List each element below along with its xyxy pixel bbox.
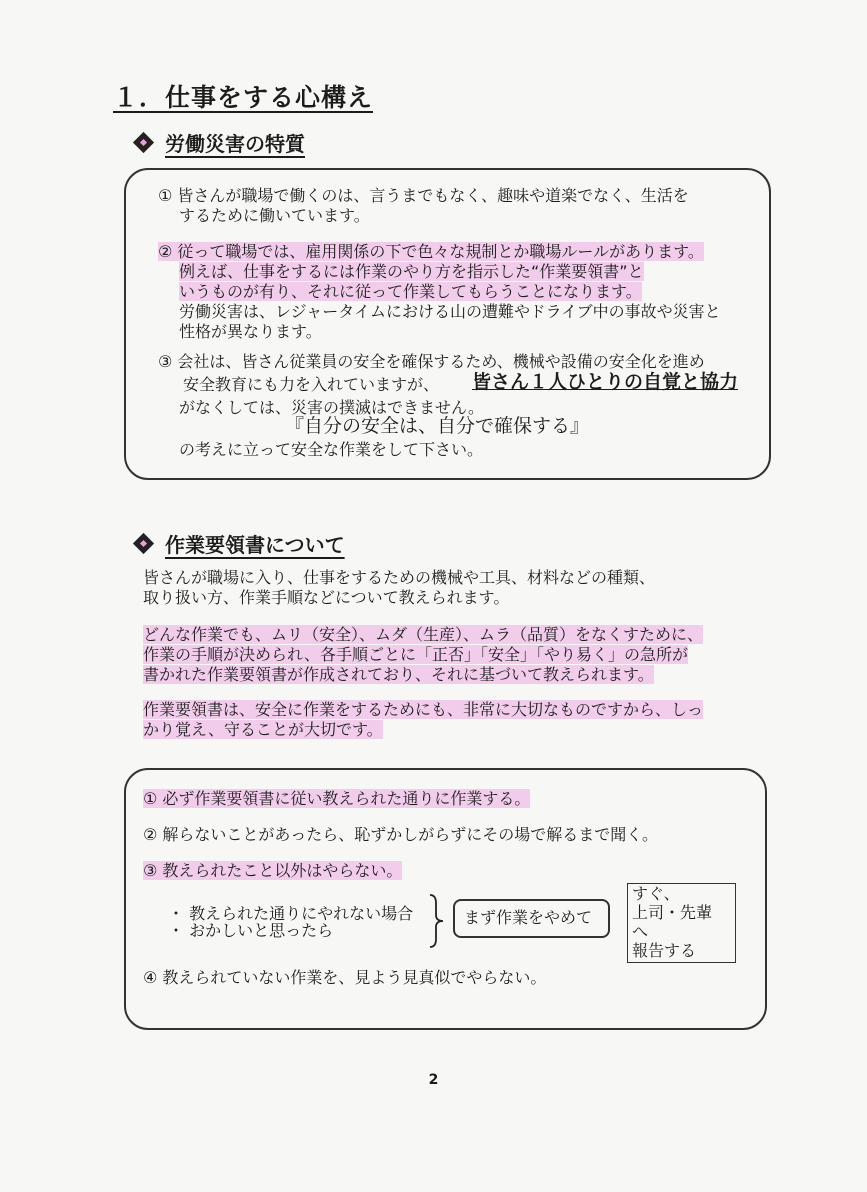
manual-line-4 [143,645,688,665]
diamond-bullet-icon [133,533,155,555]
rule-2: ② 解らないことがあったら、恥ずかしがらずにその場で解るまで聞く。 [143,825,658,844]
rule-1-text: ① 必ず作業要領書に従い教えられた通りに作業する。 [143,789,531,808]
manual-line-3-text: どんな作業でも、ムリ（安全）、ムダ（生産）、ムラ（品質）をなくすために、 [143,625,704,644]
hazard-motto: 『自分の安全は、自分で確保する』 [285,415,590,437]
manual-line-5-text: 書かれた作業要領書が作成されており、それに基づいて教えられます。 [143,665,654,684]
hazard-line-10: がなくしては、災害の撲滅はできません。 [179,398,484,417]
rule-4: ④ 教えられていない作業を、見よう見真似でやらない。 [143,968,547,987]
manual-line-3 [143,625,703,645]
hazard-heading [133,128,305,157]
page-number: 2 [428,1072,439,1088]
hazard-line-6: 労働災害は、レジャータイムにおける山の遭難やドライブ中の事故や災害と [179,302,721,321]
manual-heading [133,529,345,558]
hazard-line-1: ① 皆さんが職場で働くのは、言うまでもなく、趣味や道楽でなく、生活を [158,186,689,205]
manual-line-6-text: 作業要領書は、安全に作業をするためにも、非常に大切なものですから、しっ [143,700,704,719]
hazard-line-5 [179,282,642,302]
manual-line-4-text: 作業の手順が決められ、各手順ごとに「正否」「安全」「やり易く」の急所が [143,645,688,664]
hazard-line-7: 性格が異なります。 [179,322,322,341]
hazard-line-5-text: いうものが有り、それに従って作業してもらうことになります。 [179,282,642,301]
manual-line-7-text: かり覚え、守ることが大切です。 [143,720,383,739]
rule-3-text: ③ 教えられたこと以外はやらない。 [143,861,403,880]
report-line-2: 上司・先輩 [632,903,713,922]
hazard-line-2: するために働いています。 [179,206,370,225]
hazard-line-3-text: ② 従って職場では、雇用関係の下で色々な規制とか職場ルールがあります。 [158,242,704,261]
page-title: １．仕事をする心構え [113,83,374,112]
manual-line-1: 皆さんが職場に入り、仕事をするための機械や工具、材料などの種類、 [143,568,656,587]
curly-brace-icon [426,893,446,949]
manual-line-5 [143,665,654,685]
manual-line-2: 取り扱い方、作業手順などについて教えられます。 [143,588,510,607]
manual-heading-text: 作業要領書について [165,533,345,557]
hazard-emphasis: 皆さん１人ひとりの自覚と協力 [472,371,739,393]
report-line-1: すぐ、 [632,884,680,903]
report-line-3: へ [632,922,649,941]
hazard-line-4 [179,262,644,282]
hazard-line-3 [158,242,704,262]
manual-line-6 [143,700,703,720]
report-line-4: 報告する [632,941,697,960]
manual-line-7 [143,720,383,740]
action-text: まず作業をやめて [464,908,593,927]
rule-1 [143,789,530,809]
hazard-line-9: 安全教育にも力を入れていますが、 [183,375,440,394]
hazard-line-4-text: 例えば、仕事をするには作業のやり方を指示した“作業要領書”と [179,262,644,281]
hazard-line-8: ③ 会社は、皆さん従業員の安全を確保するため、機械や設備の安全化を進め [158,352,705,371]
hazard-heading-text: 労働災害の特質 [165,132,305,156]
rule-bullet-1: ・ 教えられた通りにやれない場合 [168,904,414,923]
rule-3 [143,861,402,881]
rule-bullet-2: ・ おかしいと思ったら [168,921,334,940]
hazard-line-12: の考えに立って安全な作業をして下さい。 [179,440,484,459]
diamond-bullet-icon [133,132,155,154]
